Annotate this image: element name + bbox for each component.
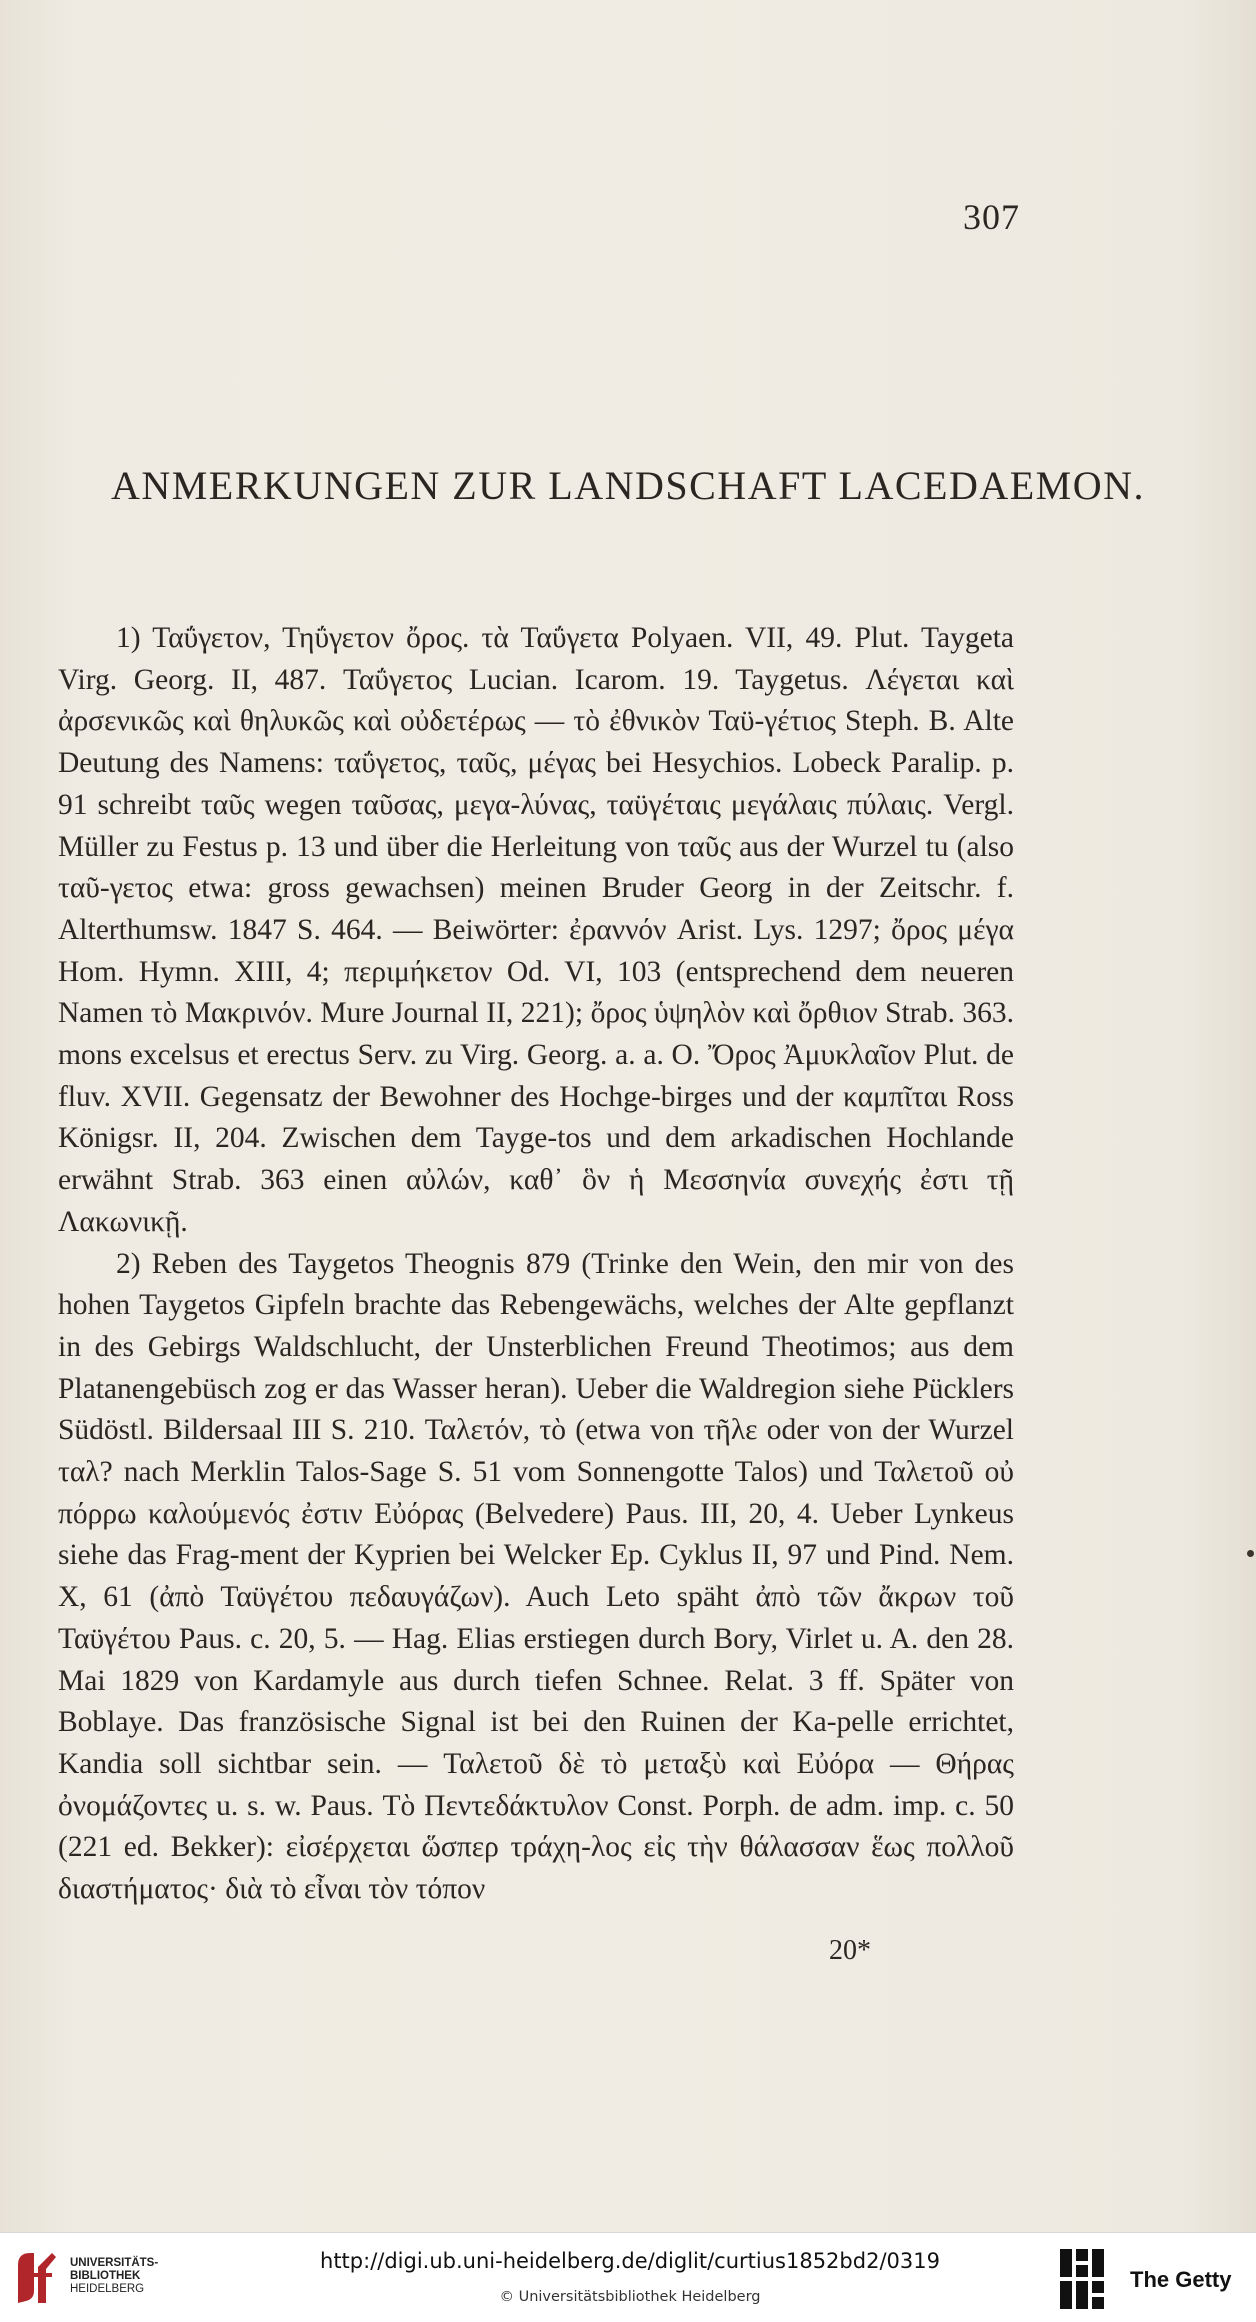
- copyright-text: © Universitätsbibliothek Heidelberg: [499, 2289, 761, 2305]
- getty-logo[interactable]: [1058, 2247, 1248, 2311]
- signature-mark: 20*: [829, 1935, 871, 1966]
- paragraph-1: 1) Ταΰγετον, Τηΰγετον ὄρος. τὰ Ταΰγετα Polyaen. VII, 49. Plut. Taygeta Virg. Georg. II, 487. Ταΰγετος Lucian. Icarom. 19. Taygetus. Λέγεται καὶ ἀρσενικῶς καὶ θηλυκῶς καὶ οὐδετέρως — τὸ ἐθνικὸν Ταϋ-γέτιος Steph. B. Alte Deutung des Namens: ταΰγετος, ταῦς, μέγας bei Hesychios. Lobeck Paralip. p. 91 schreibt ταῦς wegen ταῦσας, μεγα-λύνας, ταϋγέταις μεγάλαις πύλαις. Vergl. Müller zu Festus p. 13 und über die Herleitung von ταῦς aus der Wurzel tu (also ταῦ-γετος etwa: gross gewachsen) meinen Bruder Georg in der Zeitschr. f. Alterthumsw. 1847 S. 464. — Beiwörter: ἐραννόν Arist. Lys. 1297; ὄρος μέγα Hom. Hymn. XIII, 4; περιμήκετον Od. VI, 103 (entsprechend dem neueren Namen τὸ Μακρινόν. Mure Journal II, 221); ὄρος ὑψηλὸν καὶ ὄρθιον Strab. 363. mons excelsus et erectus Serv. zu Virg. Georg. a. a. O. Ὄρος Ἀμυκλαῖον Plut. de fluv. XVII. Gegensatz der Bewohner des Hochge-birges und der καμπῖται Ross Königsr. II, 204. Zwischen dem Tayge-tos und dem arkadischen Hochlande erwähnt Strab. 363 einen αὐλών, καθ᾽ ὃν ἡ Μεσσηνία συνεχής ἐστι τῇ Λακωνικῇ.: [58, 622, 1014, 1238]
- library-line-2: BIBLIOTHEK: [70, 2270, 141, 2282]
- library-line-1: UNIVERSITÄTS-: [70, 2257, 159, 2269]
- margin-spot: [1247, 1550, 1254, 1557]
- document-url-link[interactable]: http://digi.ub.uni-heidelberg.de/diglit/curtius1852bd2/0319: [320, 2249, 940, 2273]
- heidelberg-logo-icon: [12, 2245, 62, 2311]
- page-title: ANMERKUNGEN ZUR LANDSCHAFT LACEDAEMON.: [110, 463, 1146, 508]
- page-number: 307: [963, 197, 1020, 237]
- library-name: [70, 2257, 158, 2296]
- library-logo[interactable]: [12, 2245, 172, 2311]
- paragraph-2: 2) Reben des Taygetos Theognis 879 (Trinke den Wein, den mir von des hohen Taygetos Gipfeln brachte das Rebengewächs, welches der Alte gepflanzt in des Gebirgs Waldschlucht, der Unsterblichen Freund Theotimos; aus dem Platanengebüsch zog er das Wasser heran). Ueber die Waldregion siehe Pücklers Südöstl. Bildersaal III S. 210. Ταλετόν, τὸ (etwa von τῆλε oder von der Wurzel ταλ? nach Merklin Talos-Sage S. 51 vom Sonnengotte Talos) und Ταλετοῦ οὐ πόρρω καλούμενός ἐστιν Εὐόρας (Belvedere) Paus. III, 20, 4. Ueber Lynkeus siehe das Frag-ment der Kyprien bei Welcker Ep. Cyklus II, 97 und Pind. Nem. X, 61 (ἀπὸ Ταϋγέτου πεδαυγάζων). Auch Leto späht ἀπὸ τῶν ἄκρων τοῦ Ταϋγέτου Paus. c. 20, 5. — Hag. Elias erstiegen durch Bory, Virlet u. A. den 28. Mai 1829 von Kardamyle aus durch tiefen Schnee. Relat. 3 ff. Später von Boblaye. Das französische Signal ist bei den Ruinen der Ka-pelle errichtet, Kandia soll sichtbar sein. — Ταλετοῦ δὲ τὸ μεταξὺ καὶ Εὐόρα — Θήρας ὀνομάζοντες u. s. w. Paus. Τὸ Πεντεδάκτυλον Const. Porph. de adm. imp. c. 50 (221 ed. Bekker): εἰσέρχεται ὥσπερ τράχη-λος εἰς τὴν θάλασσαν ἕως πολλοῦ διαστήματος· διὰ τὸ εἶναι τὸν τόπον: [58, 1247, 1014, 1906]
- footer-bar: [0, 2232, 1256, 2322]
- getty-logo-icon: [1058, 2247, 1106, 2311]
- getty-label: The Getty: [1130, 2267, 1232, 2292]
- body-text: [58, 618, 1014, 1911]
- library-line-3: HEIDELBERG: [70, 2283, 145, 2295]
